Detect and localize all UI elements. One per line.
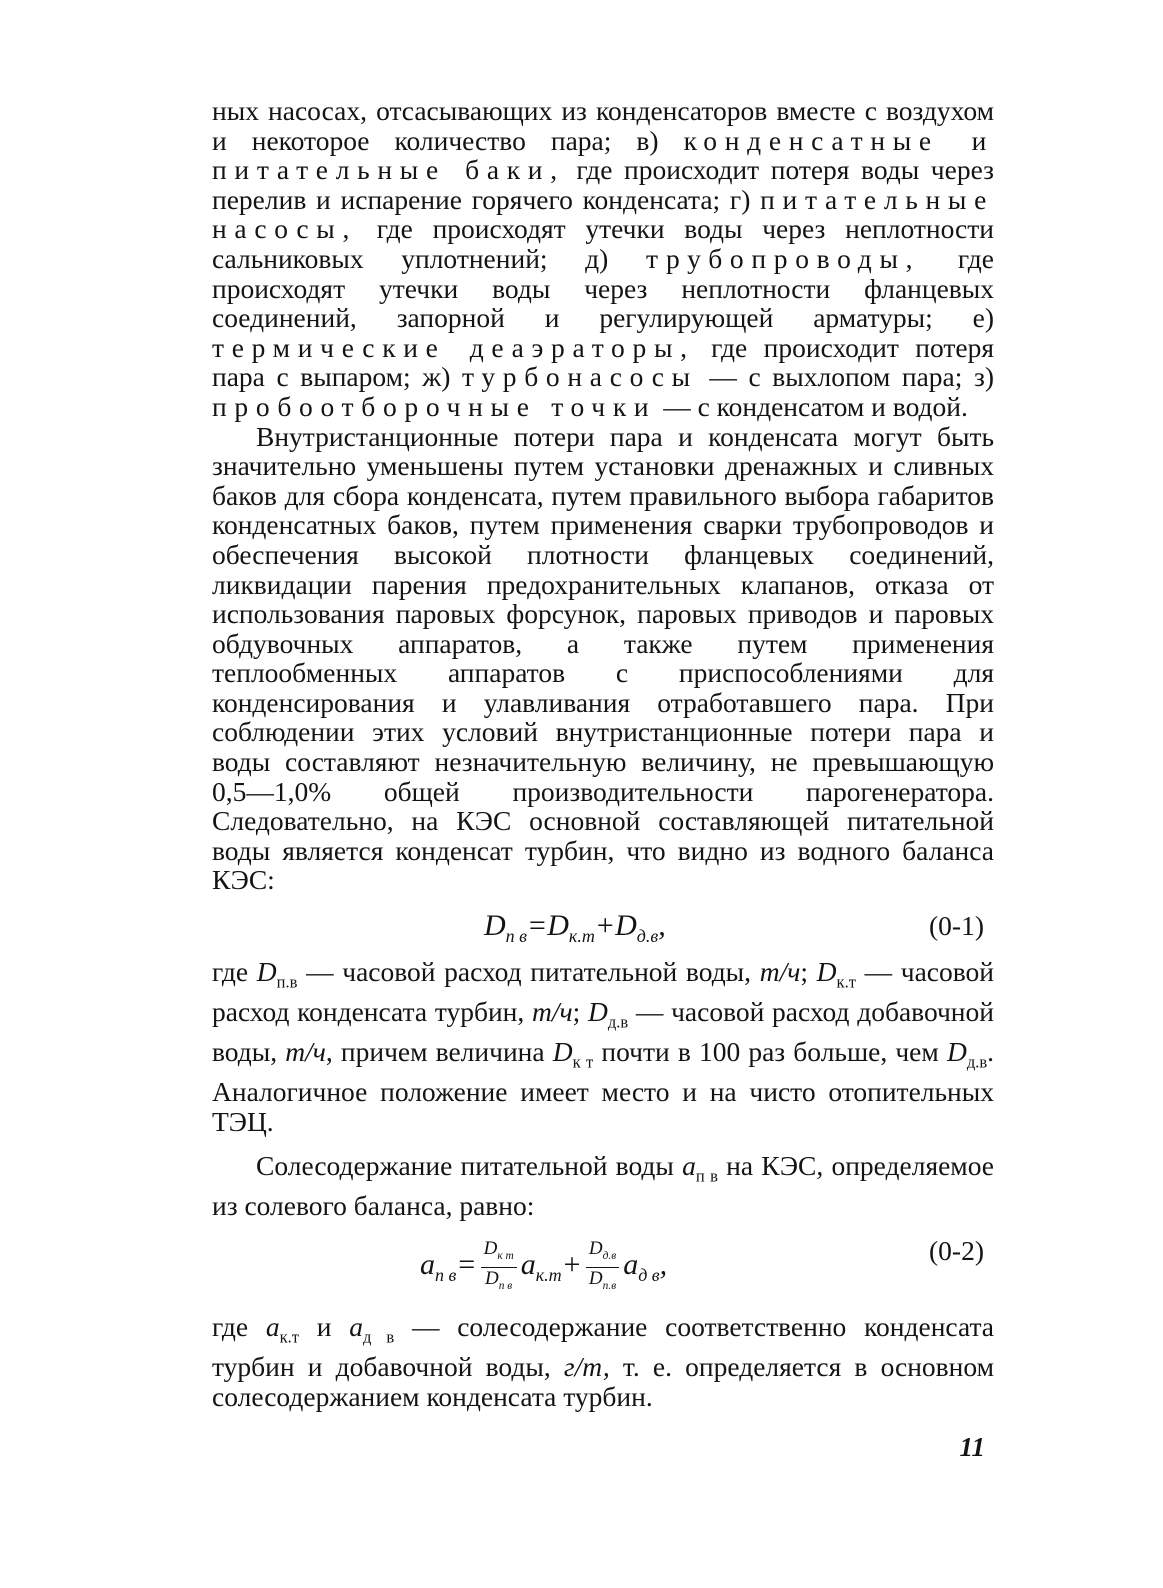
spaced-term: питательные насосы, [212,183,994,245]
paragraph-losses-list [212,96,994,422]
formula-expression: $а_{п в}=$ $\frac{D_{к т}}{D_{п в}}$ $а_{к.т}+$ $\frac{D_{д.в}}{D_{п.в}}$ $а_{д в}$, [420,1238,667,1297]
fraction: $\frac{D_{д.в}}{D_{п.в}}$ [586,1238,619,1297]
text-run: где происходит потеря воды через перелив и испарение горячего конденсата; г) [212,154,994,215]
paragraph-salt-content: Солесодержание питательной воды $а_{п в}$ на КЭС, определяемое из солевого баланса, равно: [212,1149,994,1221]
formula-0-1 [212,895,994,957]
equation-number: (0-1) [929,910,984,942]
paragraph-definitions: где $D_{п.в}$ — часовой расход питательной воды, т/ч; $D_{к.т}$ — часовой расход конденсата турбин, т/ч; $D_{д.в}$ — часовой расход добавочной воды, т/ч, причем величина $D_{к т}$ почти в 100 раз больше, чем $D_{д.в}$. Аналогичное положение имеет место и на чисто отопительных ТЭЦ. [212,956,995,1137]
text-run: где происходят утечки воды через неплотности сальниковых уплотнений; д) [212,213,994,274]
fraction: $\frac{D_{к т}}{D_{п в}}$ [481,1238,517,1297]
formula-expression: $D_{п в}=D_{к.т}+D_{д.в}$, [484,909,666,947]
spaced-term: термические деаэраторы, [212,331,695,363]
spaced-term: конденсатные и питательные баки, [212,124,994,186]
paragraph-loss-reduction: Внутристанционные потери пара и конденсата могут быть значительно уменьшены путем установки дренажных и сливных баков для сбора конденсата, путем правильного выбора габаритов конденсатных баков, путем применения сварки трубопроводов и обеспечения высокой плотности фланцевых соединений, ликвидации парения предохранительных клапанов, отказа от использования паровых форсунок, паровых приводов и паровых обдувочных аппаратов, а также путем применения теплообменных аппаратов с приспособлениями для конденсирования и улавливания отработавшего пара. При соблюдении этих условий внутристанционные потери пара и воды составляют незначительную величину, не превышающую 0,5—1,0% общей производительности парогенератора. Следовательно, на КЭС основной составляющей питательной воды является конденсат турбин, что видно из водного баланса КЭС: [212,420,994,896]
spaced-term: трубопроводы, [645,242,921,274]
text-run: где происходят утечки воды через неплотности фланцевых соединений, запорной и регулирующей арматуры; е) [212,242,995,334]
body-text [212,96,994,1411]
paragraph-salt-definitions: где $а_{к.т}$ и $а_{д в}$ — солесодержание соответственно конденсата турбин и добавочной воды, г/т, т. е. определяется в основном солесодержанием конденсата турбин. [212,1311,995,1412]
spaced-term: пробоотборочные точки [212,390,657,422]
text-run: — с конденсатом и водой. [656,390,968,422]
text-run: где происходит потеря пара с выпаром; ж) [212,331,995,393]
text-run: ных насосах, отсасывающих из конденсаторов вместе с воздухом и некоторое количество пара; в) [212,95,994,156]
text-run: — с выхлопом пара; з) [697,361,994,393]
page-number: 11 [959,1432,985,1462]
formula-0-2 [212,1220,994,1312]
equation-number: (0-2) [929,1235,984,1267]
spaced-term: турбонасосы [461,361,698,393]
